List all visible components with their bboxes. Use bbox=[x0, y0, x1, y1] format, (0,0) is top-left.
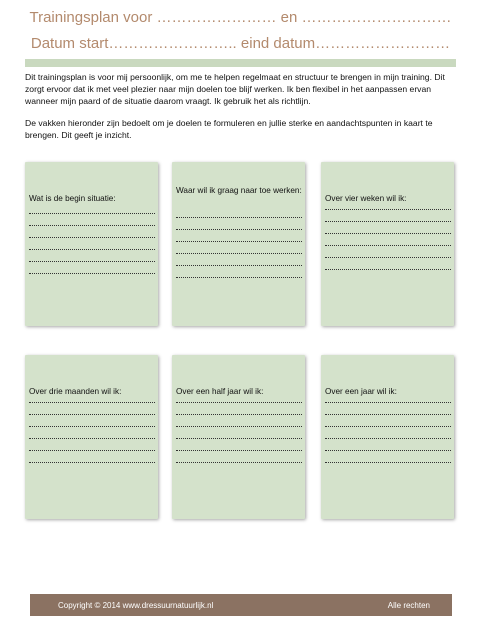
footer-bar bbox=[30, 594, 452, 616]
intro-paragraph-2: De vakken hieronder zijn bedoelt om je doelen te formuleren en jullie sterke en aandachtspunten in kaart te brengen. Dit geeft je inzicht. bbox=[25, 118, 433, 140]
write-line bbox=[176, 265, 302, 266]
card-naar-toe-werken bbox=[172, 162, 305, 326]
card-drie-maanden bbox=[25, 355, 158, 519]
card-begin-situatie bbox=[25, 162, 158, 326]
write-line bbox=[325, 438, 451, 439]
write-line bbox=[29, 213, 155, 214]
write-line bbox=[29, 402, 155, 403]
write-line bbox=[325, 462, 451, 463]
card-title: Waar wil ik graag naar toe werken: bbox=[176, 186, 302, 195]
write-line bbox=[176, 241, 302, 242]
header-divider bbox=[25, 59, 456, 67]
write-line bbox=[325, 402, 451, 403]
write-line bbox=[325, 221, 451, 222]
footer-copyright: Copyright © 2014 www.dressuurnatuurlijk.nl bbox=[58, 601, 214, 610]
write-line bbox=[29, 426, 155, 427]
header-title-line: Trainingsplan voor …………………… en ………………………… bbox=[29, 9, 452, 26]
card-vier-weken bbox=[321, 162, 454, 326]
card-title: Over een jaar wil ik: bbox=[325, 387, 397, 396]
write-line bbox=[325, 245, 451, 246]
intro-paragraph-1: Dit trainingsplan is voor mij persoonlijk, om me te helpen regelmaat en structuur te brengen in mijn training. Dit zorgt ervoor dat ik met veel plezier naar mijn doelen toe blijf werken. Ik ben flexibel in het aanpassen ervan wanneer mijn paard of de situatie daarom vraagt. Ik gebruik het als richtlijn. bbox=[25, 72, 445, 106]
card-title: Over drie maanden wil ik: bbox=[29, 387, 122, 396]
write-line bbox=[29, 225, 155, 226]
card-title: Over een half jaar wil ik: bbox=[176, 387, 264, 396]
header-date-line: Datum start…………………….. eind datum……………………… bbox=[30, 35, 451, 52]
card-een-jaar bbox=[321, 355, 454, 519]
write-line bbox=[29, 462, 155, 463]
write-line bbox=[29, 261, 155, 262]
write-line bbox=[325, 414, 451, 415]
write-line bbox=[176, 438, 302, 439]
write-line bbox=[325, 426, 451, 427]
footer-rights: Alle rechten bbox=[387, 601, 430, 610]
page-header bbox=[0, 8, 481, 54]
write-line bbox=[176, 402, 302, 403]
write-line bbox=[29, 249, 155, 250]
write-line bbox=[176, 450, 302, 451]
card-title: Wat is de begin situatie: bbox=[29, 194, 116, 203]
write-line bbox=[29, 438, 155, 439]
write-line bbox=[29, 414, 155, 415]
card-title: Over vier weken wil ik: bbox=[325, 194, 407, 203]
intro-text bbox=[25, 71, 457, 151]
write-line bbox=[325, 233, 451, 234]
write-line bbox=[176, 217, 302, 218]
write-line bbox=[325, 269, 451, 270]
write-line bbox=[325, 450, 451, 451]
write-line bbox=[29, 237, 155, 238]
write-line bbox=[176, 229, 302, 230]
write-line bbox=[29, 450, 155, 451]
write-line bbox=[176, 277, 302, 278]
write-line bbox=[176, 414, 302, 415]
write-line bbox=[176, 426, 302, 427]
write-line bbox=[29, 273, 155, 274]
write-line bbox=[325, 257, 451, 258]
card-half-jaar bbox=[172, 355, 305, 519]
write-line bbox=[325, 209, 451, 210]
write-line bbox=[176, 462, 302, 463]
write-line bbox=[176, 253, 302, 254]
